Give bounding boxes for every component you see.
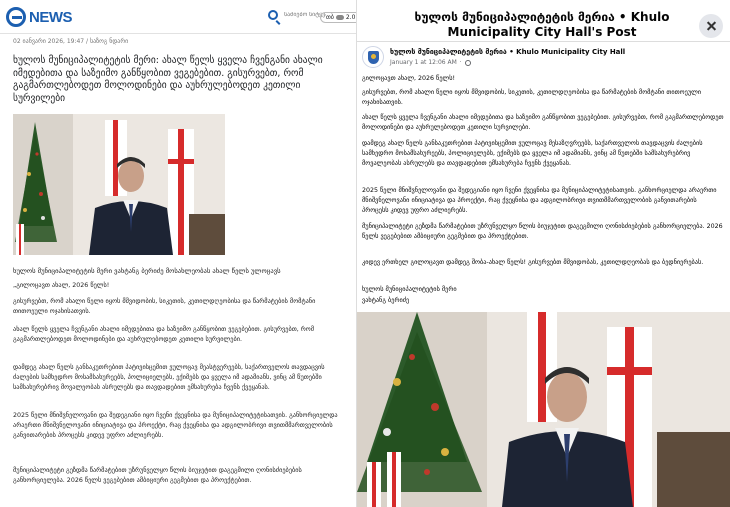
modal-divider [357, 41, 730, 42]
post-paragraph-1: გილოცავთ ახალ, 2026 წელს! [362, 75, 456, 82]
cloud-icon [336, 15, 344, 20]
facebook-post-modal [356, 0, 730, 507]
news-paragraph-6: მუნიციპალიტეტი გეზდმა წარმატებით უზრუნველყო წლის ბიუჯეტით დაგეგმილი ღონისძიებების განხორციელება. 2026 წელს ვეგებებით ამბიციური გეგმებით და პროექტებით. [13, 467, 302, 484]
weather-pill[interactable] [320, 12, 358, 23]
news-paragraph-3: ახალ წელს ყველა ჩვენგანი ახალი იმედებითა და საზეიმო განწყობით ვეგებებით. გისურვებთ, რომ გაგმართლებოდეთ მოლოდინები და აუხრულებოდეთ კეთილი სურვილები. [13, 326, 315, 343]
mayor-photo [13, 114, 225, 255]
news-paragraph-1: „გილოცავთ ახალ, 2026 წელს! [13, 282, 110, 289]
globe-icon [465, 60, 471, 66]
page-avatar[interactable] [362, 46, 384, 68]
weather-label: თბ [326, 13, 334, 21]
news-paragraph-2: გისურვებთ, რომ ახალი წელი იყოს მშვიდობის, სიკეთის, კეთილდღეობისა და წარმატების მომტანი თითოეული ოჯახისათვის. [13, 298, 316, 315]
article-title: ხულოს მუნიციპალიტეტის მერი: ახალ წელს ყველა ჩვენგანი ახალი იმედებითა და საზეიმო განწყობით ვეგებებით. გისურვებთ, რომ გაგმართლებოდეთ მოლოდინები და აუხრულებოდეთ კეთილი სურვილები [13, 55, 323, 104]
close-button[interactable] [699, 14, 723, 38]
weather-temp: 2.0 [345, 13, 356, 21]
post-paragraph-5: 2025 წელი მნიშვნელოვანი და შედეგიანი იყო ჩვენი ქვეყნისა და მუნიციპალიტეტისათვის. განხორციელდა არაერთი მნიშვნელოვანი ინიციატივა და პროექტი, რაც ქვეყნისა და ადგილობრივი თვითმმართველობის განვითარების პროცესს კიდევ უფრო აძლიერებს. [362, 187, 717, 214]
post-paragraph-3: ახალ წელს ყველა ჩვენგანი ახალი იმედებითა და საზეიმო განწყობით ვეგებებით. გისურვებთ, რომ გაგმართლებოდეთ მოლოდინები და აუხრულებოდეთ კეთილი სურვილები. [362, 114, 724, 131]
weather-widget[interactable] [320, 9, 358, 25]
logo-ring-icon [6, 7, 26, 27]
post-paragraph-6: მუნიციპალიტეტი გეზდმა წარმატებით უზრუნველყო წლის ბიუჯეტით დაგეგმილი ღონისძიებების განხორციელება. 2026 წელს ვეგებებით ამბიციური გეგმებით და პროექტებით. [362, 223, 723, 240]
news-article-panel [0, 0, 358, 507]
post-signature-title: ხულოს მუნიციპალიტეტის მერი [362, 286, 457, 293]
post-timestamp[interactable]: January 1 at 12:06 AM · [390, 59, 471, 66]
modal-title: ხულოს მუნიციპალიტეტის მერია • Khulo Municipality City Hall's Post [414, 10, 670, 39]
post-photo-image [357, 312, 730, 507]
post-paragraph-7: კიდევ ერთხელ გილოცავთ დამდეგ შობა-ახალ წელს! გისურვებთ მშვიდობას, კეთილდღეობას და ბედნიერებას. [362, 259, 704, 266]
search-icon[interactable] [268, 10, 278, 20]
photo-caption: ხულოს მუნიციპალიტეტის მერი ვახტანგ ბერიძე მოსახლეობას ახალ წელს ულოცავს [13, 267, 281, 275]
news-paragraph-5: 2025 წელი მნიშვნელოვანი და შედეგიანი იყო ჩვენი ქვეყნისა და მუნიციპალიტეტისათვის. განხორციელდა არაერთი მნიშვნელოვანი ინიციატივა და პროექტი, რაც ქვეყნისა და ადგილობრივი თვითმმართველობის განვითარების პროცესს კიდევ უფრო აძლიერებს. [13, 412, 338, 439]
page-name-link[interactable]: ხულოს მუნიციპალიტეტის მერია • Khulo Municipality City Hall [390, 48, 626, 56]
logo-text: NEWS [29, 8, 72, 26]
coat-of-arms-icon [368, 51, 379, 64]
news-search[interactable] [268, 10, 326, 20]
post-time-text: January 1 at 12:06 AM [390, 59, 457, 66]
post-paragraph-2: გისურვებთ, რომ ახალი წელი იყოს მშვიდობის, სიკეთის, კეთილდღეობისა და წარმატების მომტანი თითოეული ოჯახისათვის. [362, 89, 702, 106]
news-header [0, 0, 358, 34]
post-signature-name: ვახტანგ ბერიძე [362, 297, 410, 304]
article-meta: 02 იანვარი 2026, 19:47 / საზოგ ნდარი [13, 38, 129, 45]
news-logo[interactable] [6, 6, 72, 28]
post-photo[interactable] [357, 312, 730, 507]
article-photo [13, 114, 225, 255]
news-paragraph-4: დამდეგ ახალ წელს განსაკუთრებით პატივისცემით ვულოცავ მეასტვერეებს, საქართველოს თავდაცვის ძალების სამხედრო მოსამსახურეებს, პოლიციელებს, ექიმებს და ყველა იმ ადამიანს, ვინც ამ წუთებში სამსახურებრივ მოვალეობას ასრულებს და თავდადებით ემსახურება ჩვენს ქვეყანას. [13, 364, 325, 391]
post-paragraph-4: დამდეგ ახალ წელს განსაკუთრებით პატივისცემით ვულოცავ მესაზღვრეებს, საქართველოს თავდაცვის ძალების სამხედრო მოსამსახურეებს, პოლიციელებს, ექიმებს და ყველა იმ ადამიანს, ვინც ამ წუთებში სამსახურებრივ მოვალეობას ასრულებს და თავდადებით ემსახურება ჩვენს ქვეყანას. [362, 140, 703, 167]
